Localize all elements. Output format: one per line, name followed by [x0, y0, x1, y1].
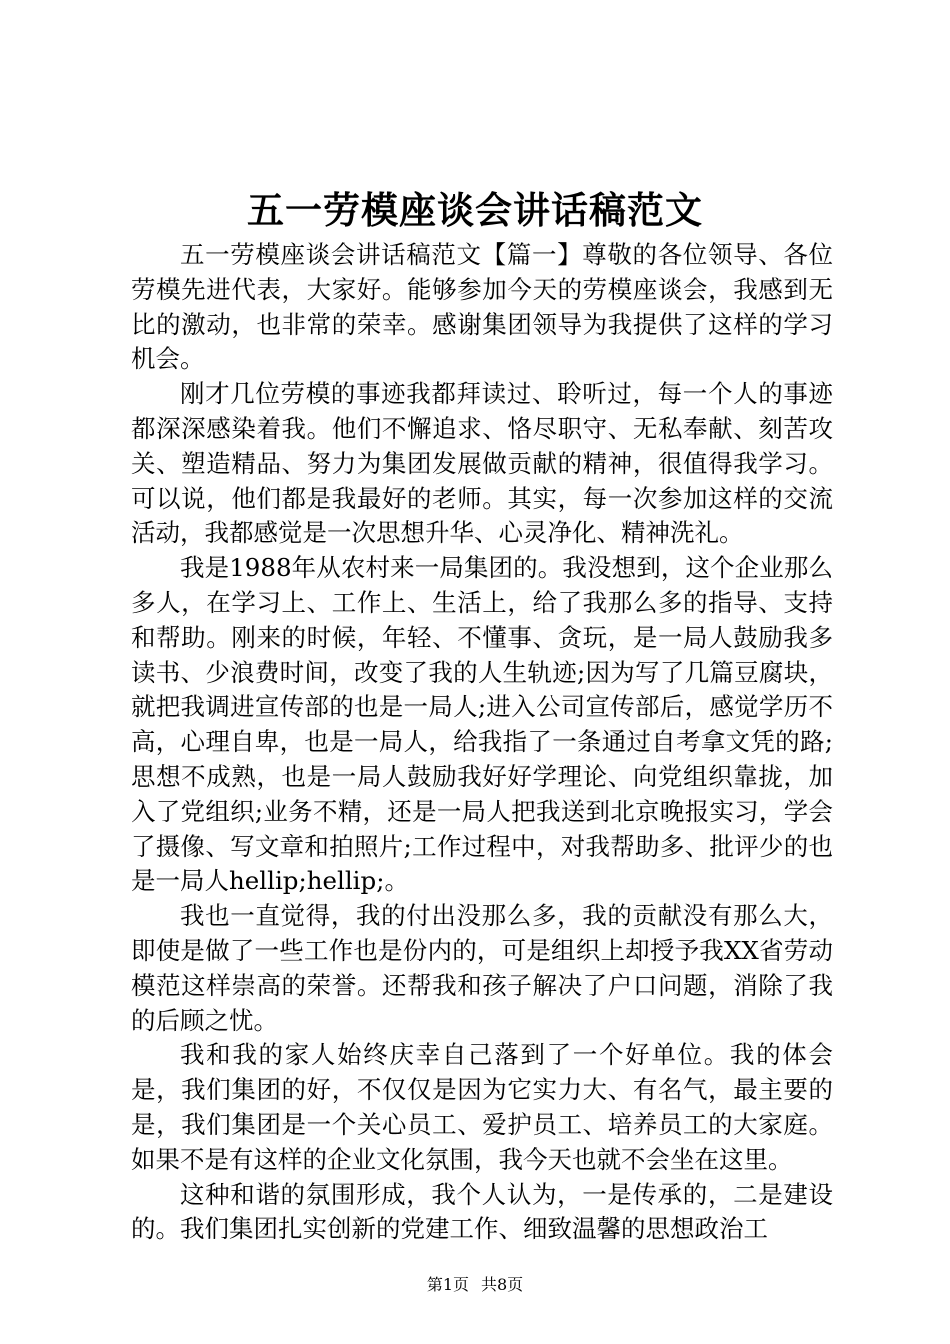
page-number-total: 共8页 — [481, 1275, 524, 1294]
paragraph: 我和我的家人始终庆幸自己落到了一个好单位。我的体会是，我们集团的好，不仅仅是因为它实力大、有名气，最主要的是，我们集团是一个关心员工、爱护员工、培养员工的大家庭。如果不是有这样的企业文化氛围，我今天也就不会坐在这里。 — [131, 1040, 833, 1174]
page-number-current: 第1页 — [426, 1275, 469, 1294]
paragraph: 五一劳模座谈会讲话稿范文【篇一】尊敬的各位领导、各位劳模先进代表，大家好。能够参加今天的劳模座谈会，我感到无比的激动，也非常的荣幸。感谢集团领导为我提供了这样的学习机会。 — [131, 240, 833, 374]
document-body — [131, 238, 833, 1247]
paragraph: 刚才几位劳模的事迹我都拜读过、聆听过，每一个人的事迹都深深感染着我。他们不懈追求、恪尽职守、无私奉献、刻苦攻关、塑造精品、努力为集团发展做贡献的精神，很值得我学习。可以说，他们都是我最好的老师。其实，每一次参加这样的交流活动，我都感觉是一次思想升华、心灵净化、精神洗礼。 — [131, 379, 833, 548]
page-footer — [0, 1274, 950, 1296]
document-title: 五一劳模座谈会讲话稿范文 — [247, 188, 703, 232]
paragraph: 这种和谐的氛围形成，我个人认为，一是传承的，二是建设的。我们集团扎实创新的党建工作、细致温馨的思想政治工 — [131, 1179, 833, 1244]
paragraph: 我是1988年从农村来一局集团的。我没想到，这个企业那么多人，在学习上、工作上、生活上，给了我那么多的指导、支持和帮助。刚来的时候，年轻、不懂事、贪玩，是一局人鼓励我多读书、少浪费时间，改变了我的人生轨迹;因为写了几篇豆腐块，就把我调进宣传部的也是一局人;进入公司宣传部后，感觉学历不高，心理自卑，也是一局人，给我指了一条通过自考拿文凭的路;思想不成熟，也是一局人鼓励我好好学理论、向党组织靠拢，加入了党组织;业务不精，还是一局人把我送到北京晚报实习，学会了摄像、写文章和拍照片;工作过程中，对我帮助多、批评少的也是一局人hellip;hellip;。 — [131, 553, 833, 896]
paragraph: 我也一直觉得，我的付出没那么多，我的贡献没有那么大，即使是做了一些工作也是份内的，可是组织上却授予我XX省劳动模范这样崇高的荣誉。还帮我和孩子解决了户口问题，消除了我的后顾之忧。 — [131, 901, 833, 1035]
